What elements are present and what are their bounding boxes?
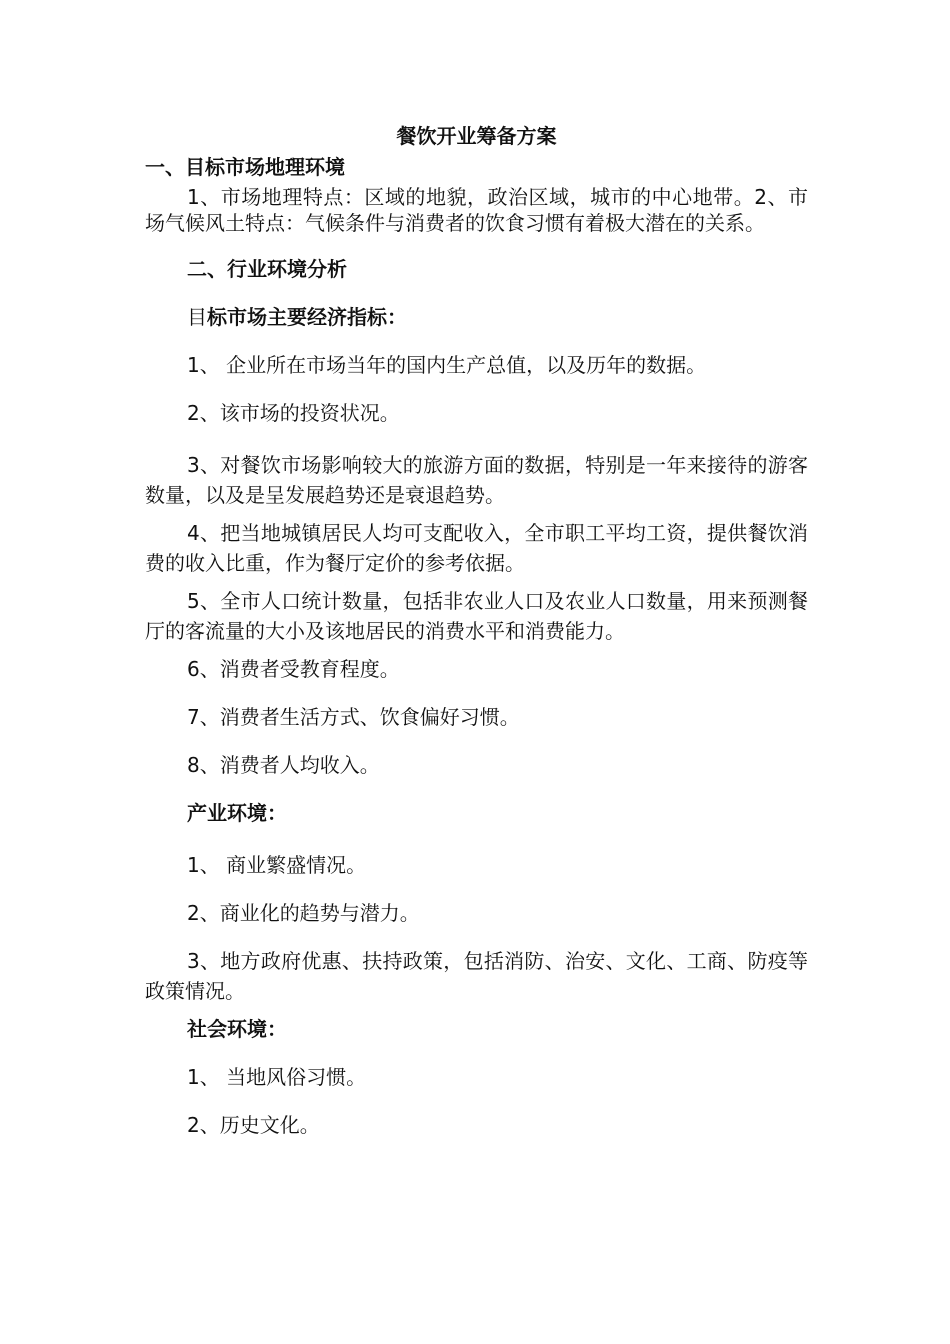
list-item-industry-3: 3、地方政府优惠、扶持政策，包括消防、治安、文化、工商、防疫等政策情况。 <box>145 949 808 1003</box>
section-heading-industry-analysis: 二、行业环境分析 <box>187 257 347 281</box>
list-item-industry-1: 1、 商业繁盛情况。 <box>187 853 367 877</box>
subheading-rest: 标市场主要经济指标： <box>207 305 407 329</box>
list-item-industry-2: 2、商业化的趋势与潜力。 <box>187 901 420 925</box>
list-item-economic-2: 2、该市场的投资状况。 <box>187 401 400 425</box>
subheading-economic-indicators <box>145 302 808 332</box>
list-item-economic-3: 3、对餐饮市场影响较大的旅游方面的数据，特别是一年来接待的游客数量，以及是呈发展趋势还是衰退趋势。 <box>145 453 808 507</box>
section-heading-geography: 一、目标市场地理环境 <box>145 155 345 179</box>
list-item-economic-1: 1、 企业所在市场当年的国内生产总值，以及历年的数据。 <box>187 353 707 377</box>
list-item-economic-6: 6、消费者受教育程度。 <box>187 657 400 681</box>
paragraph-geography: 1、市场地理特点：区域的地貌，政治区域，城市的中心地带。2、市场气候风土特点：气候条件与消费者的饮食习惯有着极大潜在的关系。 <box>145 185 808 235</box>
list-item-social-2: 2、历史文化。 <box>187 1113 320 1137</box>
document-page <box>145 120 808 1140</box>
subheading-social-environment: 社会环境： <box>187 1017 287 1041</box>
subheading-industry-environment: 产业环境： <box>187 801 287 825</box>
list-item-social-1: 1、 当地风俗习惯。 <box>187 1065 367 1089</box>
list-item-economic-4: 4、把当地城镇居民人均可支配收入，全市职工平均工资，提供餐饮消费的收入比重，作为餐厅定价的参考依据。 <box>145 521 808 575</box>
list-item-economic-8: 8、消费者人均收入。 <box>187 753 380 777</box>
list-item-economic-7: 7、消费者生活方式、饮食偏好习惯。 <box>187 705 520 729</box>
document-title: 餐饮开业筹备方案 <box>396 124 557 148</box>
list-item-economic-5: 5、全市人口统计数量，包括非农业人口及农业人口数量，用来预测餐厅的客流量的大小及该地居民的消费水平和消费能力。 <box>145 589 808 643</box>
subheading-lead-char: 目 <box>187 305 207 329</box>
